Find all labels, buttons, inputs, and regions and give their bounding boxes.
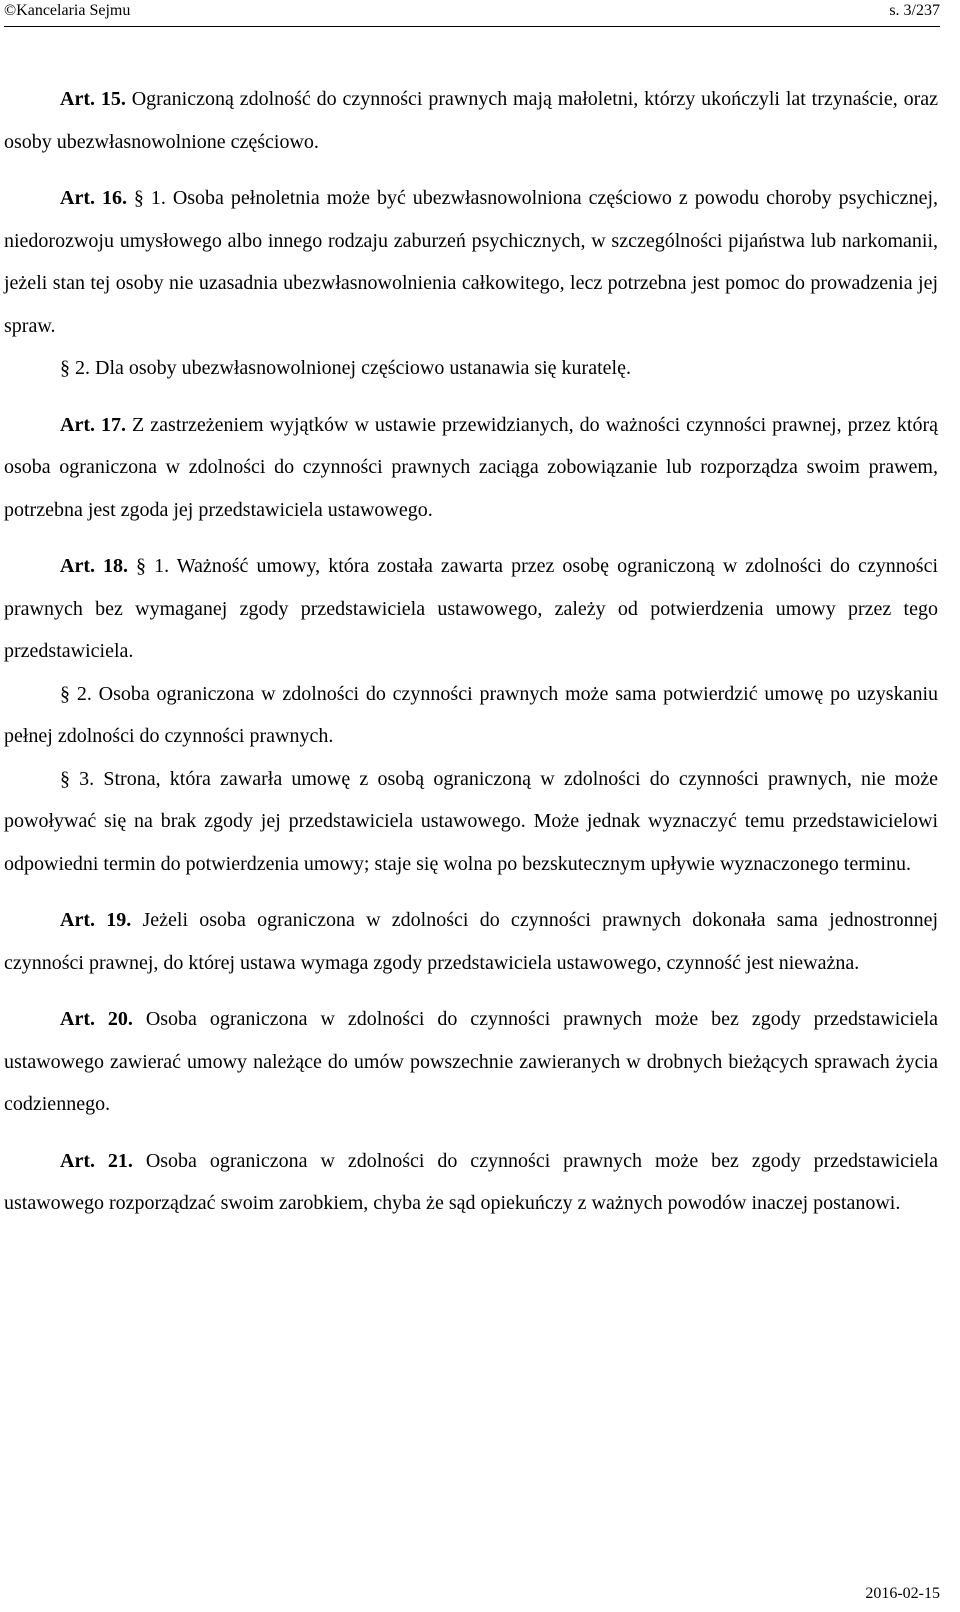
article-text: Osoba ograniczona w zdolności do czynności prawnych może bez zgody przedstawiciela ustawowego rozporządzać swoim zarobkiem, chyba że sąd opiekuńczy z ważnych powodów inaczej postanowi. <box>4 1149 938 1214</box>
article-21 <box>4 1140 938 1225</box>
article-number: Art. 17. <box>60 413 127 436</box>
page-number: s. 3/237 <box>889 2 940 19</box>
article-number: Art. 20. <box>60 1008 133 1030</box>
source-label: ©Kancelaria Sejmu <box>4 2 131 19</box>
article-number: Art. 15. <box>60 88 126 110</box>
article-text: § 1. Osoba pełnoletnia może być ubezwłasnowolniona częściowo z powodu choroby psychicznej, niedorozwoju umysłowego albo innego rodzaju zaburzeń psychicznych, w szczególności pijaństwa lub narkomanii, jeżeli stan tej osoby nie uzasadnia ubezwłasnowolnienia całkowitego, lecz potrzebna jest pomoc do prowadzenia jej spraw. <box>4 187 938 337</box>
article-number: Art. 19. <box>60 909 132 931</box>
article-number: Art. 21. <box>60 1149 133 1172</box>
document-date: 2016-02-15 <box>865 1585 940 1602</box>
article-text: Jeżeli osoba ograniczona w zdolności do czynności prawnych dokonała sama jednostronnej czynności prawnej, do której ustawa wymaga zgody przedstawiciela ustawowego, czynność jest nieważna. <box>4 909 939 974</box>
page-footer <box>865 1584 940 1604</box>
article-17 <box>4 404 938 532</box>
article-15 <box>4 78 938 163</box>
article-16-para-2: § 2. Dla osoby ubezwłasnowolnionej częściowo ustanawia się kuratelę. <box>60 357 631 379</box>
article-18-para-1 <box>4 545 938 673</box>
article-text: § 1. Ważność umowy, która została zawarta przez osobę ograniczoną w zdolności do czynności prawnych bez wymaganej zgody przedstawiciela ustawowego, zależy od potwierdzenia umowy przez tego przedstawiciela. <box>4 555 938 662</box>
document-body <box>4 78 938 1225</box>
article-20 <box>4 998 938 1126</box>
article-text: Ograniczoną zdolność do czynności prawnych mają małoletni, którzy ukończyli lat trzynaście, oraz osoby ubezwłasnowolnione częściowo. <box>4 88 938 153</box>
page-header <box>4 0 940 27</box>
article-number: Art. 16. <box>60 187 127 209</box>
article-16-para-1 <box>4 177 938 347</box>
article-text: Osoba ograniczona w zdolności do czynności prawnych może bez zgody przedstawiciela ustawowego zawierać umowy należące do umów powszechnie zawieranych w drobnych bieżących sprawach życia codziennego. <box>4 1008 938 1115</box>
article-18-para-3: § 3. Strona, która zawarła umowę z osobą ograniczoną w zdolności do czynności prawnych, nie może powoływać się na brak zgody jej przedstawiciela ustawowego. Może jednak wyznaczyć temu przedstawicielowi odpowiedni termin do potwierdzenia umowy; staje się wolna po bezskutecznym upływie wyznaczonego terminu. <box>4 767 938 875</box>
article-text: Z zastrzeżeniem wyjątków w ustawie przewidzianych, do ważności czynności prawnej, przez którą osoba ograniczona w zdolności do czynności prawnych zaciąga zobowiązanie lub rozporządza swoim prawem, potrzebna jest zgoda jej przedstawiciela ustawowego. <box>4 413 939 521</box>
article-18-para-2: § 2. Osoba ograniczona w zdolności do czynności prawnych może sama potwierdzić umowę po uzyskaniu pełnej zdolności do czynności prawnych. <box>4 682 938 747</box>
article-19 <box>4 899 938 984</box>
article-number: Art. 18. <box>60 555 129 577</box>
